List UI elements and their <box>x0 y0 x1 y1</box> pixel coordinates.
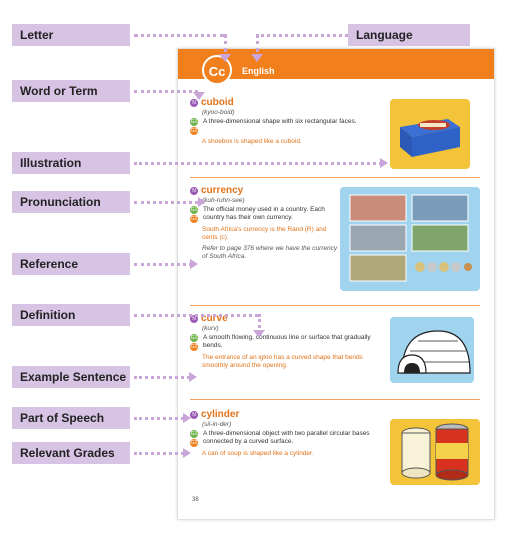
entry-divider <box>190 177 480 178</box>
grade-badge: G1 <box>190 207 198 213</box>
label-part-of-speech: Part of Speech <box>12 407 130 429</box>
letter-badge: Cc <box>202 55 232 85</box>
page-number: 38 <box>192 497 199 503</box>
connector-letter-vertical <box>224 34 227 52</box>
part-of-speech-badge: N <box>190 315 198 323</box>
entry-definition: A three-dimensional shape with six rectangular faces. <box>203 118 357 125</box>
label-definition: Definition <box>12 304 130 326</box>
label-relevant-grades: Relevant Grades <box>12 442 130 464</box>
entry-pronunciation: (kurv) <box>202 325 219 332</box>
banknotes-icon <box>340 187 480 291</box>
connector-definition-vertical <box>258 314 261 328</box>
entry-divider <box>190 305 480 306</box>
grade-badge: G2 <box>190 440 198 446</box>
entry-pronunciation: (sil-in-der) <box>202 421 232 428</box>
label-letter: Letter <box>12 24 130 46</box>
entry-definition: A smooth flowing, continuous line or surface that gradually bends. <box>203 334 371 349</box>
grade-badge: G1 <box>190 119 198 125</box>
entry-word: cuboid <box>201 97 234 108</box>
arrow-definition <box>253 330 265 338</box>
grade-badge: G2 <box>190 128 198 134</box>
arrow-word-or-term <box>193 92 205 100</box>
entry-example: A shoebox is shaped like a cuboid. <box>202 138 302 145</box>
entry-word: cylinder <box>201 409 240 420</box>
dictionary-page <box>177 48 495 520</box>
entry-curve <box>190 313 380 370</box>
label-word-or-term: Word or Term <box>12 80 130 102</box>
connector-illustration <box>134 162 382 165</box>
entry-pronunciation: (kyoo-boid) <box>202 109 235 116</box>
grade-badge: G1 <box>190 431 198 437</box>
language-title: English <box>242 66 275 76</box>
arrow-relevant-grades <box>183 448 191 458</box>
entry-reference: Refer to page 376 where we have the currency of South Africa. <box>202 245 338 260</box>
entry-word: curve <box>201 313 228 324</box>
part-of-speech-badge: N <box>190 411 198 419</box>
connector-part-of-speech <box>134 417 184 420</box>
entry-pronunciation: (kuh-ruhn-see) <box>202 197 245 204</box>
label-reference: Reference <box>12 253 130 275</box>
entry-word: currency <box>201 185 244 196</box>
arrow-illustration <box>380 158 388 168</box>
entry-currency <box>190 185 338 261</box>
connector-word-or-term <box>134 90 198 93</box>
grade-badge: G1 <box>190 335 198 341</box>
entry-cylinder <box>190 409 380 458</box>
connector-relevant-grades <box>134 452 184 455</box>
connector-pronunciation <box>134 201 204 204</box>
label-example-sentence: Example Sentence <box>12 366 130 388</box>
grade-badge: G2 <box>190 344 198 350</box>
label-language: Language <box>348 24 470 46</box>
entry-definition: A three-dimensional object with two parallel circular bases connected by a curved surface. <box>203 430 370 445</box>
igloo-icon <box>390 317 474 383</box>
arrow-letter <box>219 54 231 62</box>
connector-example-sentence <box>134 376 190 379</box>
label-illustration: Illustration <box>12 152 130 174</box>
entry-example: South Africa's currency is the Rand (R) and cents (c). <box>202 226 327 241</box>
connector-definition <box>134 314 258 317</box>
entry-divider <box>190 399 480 400</box>
arrow-language <box>251 54 263 62</box>
connector-letter <box>134 34 224 37</box>
part-of-speech-badge: N <box>190 99 198 107</box>
connector-language <box>256 34 348 37</box>
arrow-pronunciation <box>198 197 206 207</box>
entry-example: A can of soup is shaped like a cylinder. <box>202 450 314 457</box>
arrow-part-of-speech <box>183 413 191 423</box>
entry-definition: The official money used in a country. Each country has their own currency. <box>203 206 325 221</box>
grade-badge: G2 <box>190 216 198 222</box>
shoebox-icon <box>390 99 470 169</box>
connector-reference <box>134 263 192 266</box>
soup-can-icon <box>390 419 480 485</box>
label-pronunciation: Pronunciation <box>12 191 130 213</box>
entry-example: The entrance of an igloo has a curved shape that bends smoothly around the opening. <box>202 354 363 369</box>
part-of-speech-badge: N <box>190 187 198 195</box>
arrow-reference <box>190 259 198 269</box>
arrow-example-sentence <box>189 372 197 382</box>
connector-language-vertical <box>256 34 259 52</box>
entry-cuboid <box>190 97 360 146</box>
